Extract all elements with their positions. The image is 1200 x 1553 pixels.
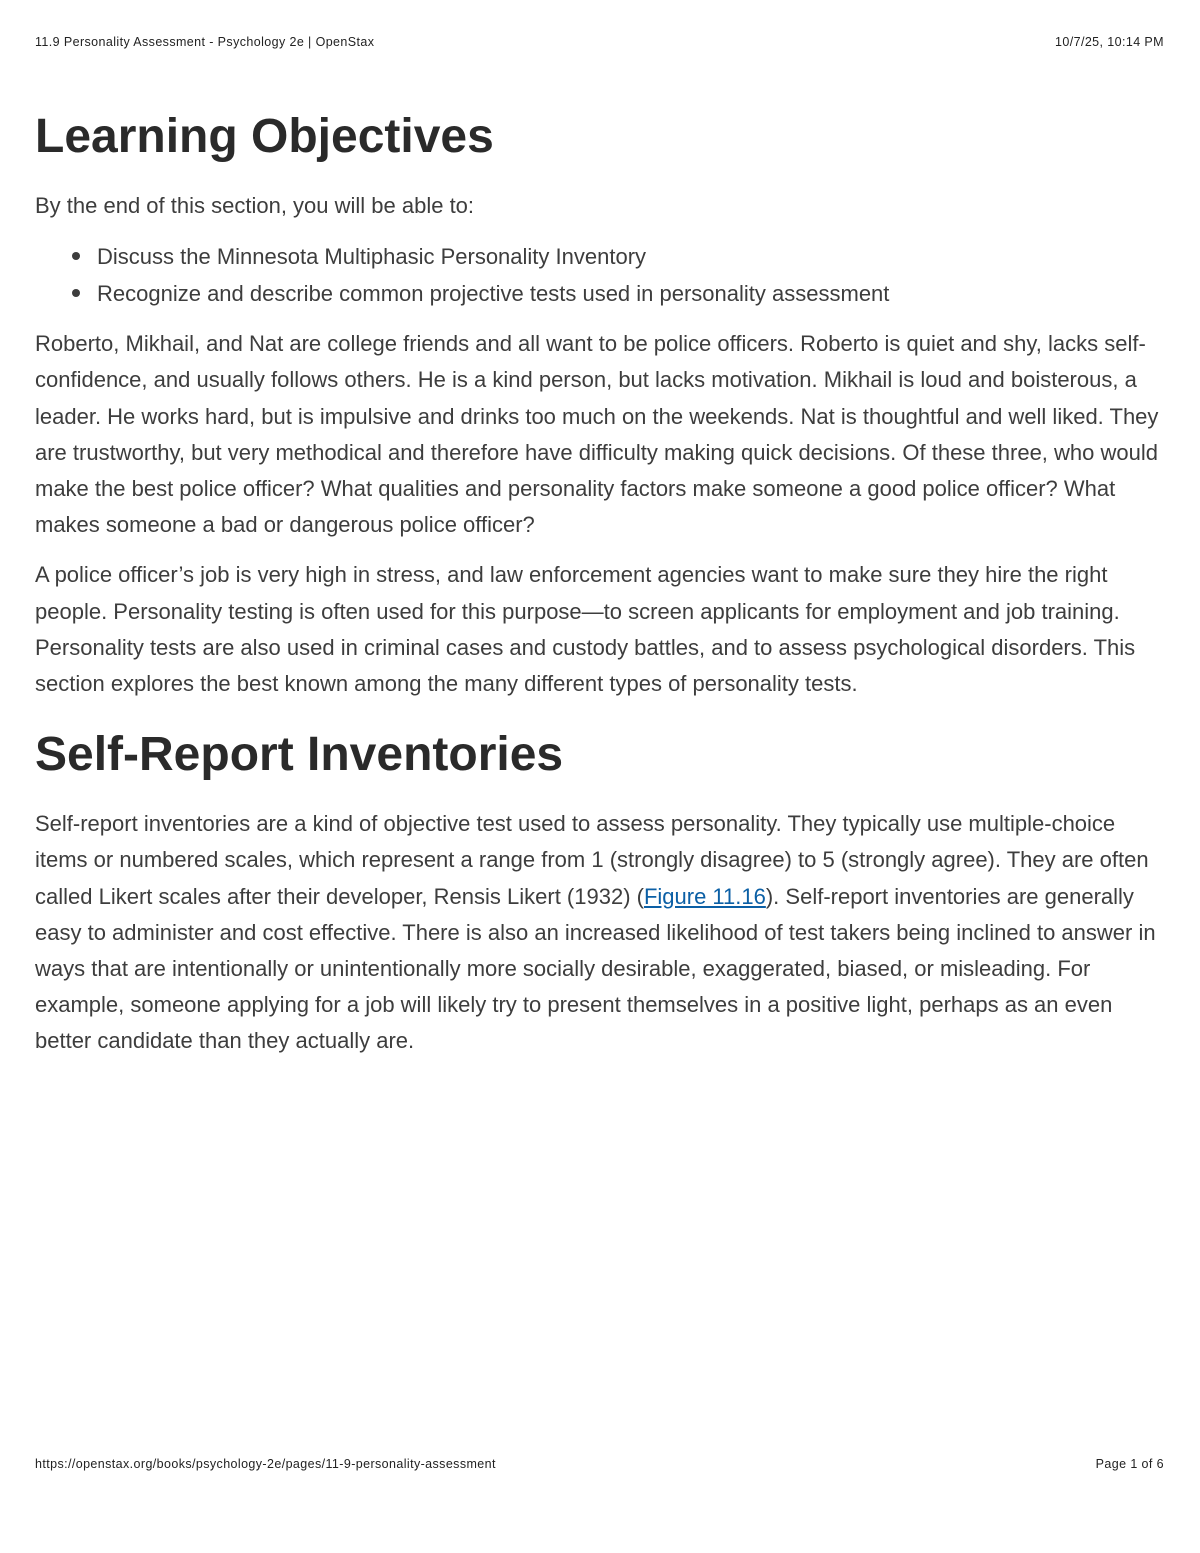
scenario-paragraph: Roberto, Mikhail, and Nat are college friends and all want to be police officers. Roberto is quiet and shy, lacks self-confidence, and usually follows others. He is a kind person, but lacks motivation. Mikhail is loud and boisterous, a leader. He works hard, but is impulsive and drinks too much on the weekends. Nat is thoughtful and well liked. They are trustworthy, but very methodical and therefore have difficulty making quick decisions. Of these three, who would make the best police officer? What qualities and personality factors make someone a good police officer? What makes someone a bad or dangerous police officer? <box>35 331 1159 538</box>
print-header <box>35 35 1164 49</box>
print-footer-url: https://openstax.org/books/psychology-2e/pages/11-9-personality-assessment <box>35 1457 496 1471</box>
self-report-heading: Self-Report Inventories <box>35 728 564 782</box>
bullet-icon <box>72 252 80 260</box>
list-item <box>35 275 1165 312</box>
self-report-paragraph <box>35 806 1165 1059</box>
page-content <box>35 108 1165 1074</box>
objective-text: Discuss the Minnesota Multiphasic Personality Inventory <box>97 244 647 270</box>
objectives-list <box>35 238 1165 312</box>
print-footer <box>35 1457 1164 1471</box>
learning-objectives-heading: Learning Objectives <box>35 110 494 163</box>
list-item <box>35 238 1165 275</box>
police-officer-paragraph: A police officer’s job is very high in stress, and law enforcement agencies want to make sure they hire the right people. Personality testing is often used for this purpose—to screen applicants for employment and job training. Personality tests are also used in criminal cases and custody battles, and to assess psychological disorders. This section explores the best known among the many different types of personality tests. <box>35 562 1136 697</box>
learning-objectives-section <box>35 108 1165 312</box>
print-footer-page-number: Page 1 of 6 <box>1095 1457 1164 1471</box>
print-header-title: 11.9 Personality Assessment - Psychology 2e | OpenStax <box>35 35 375 49</box>
self-report-section <box>35 726 1165 1059</box>
bullet-icon <box>72 289 80 297</box>
objective-text: Recognize and describe common projective tests used in personality assessment <box>97 281 890 307</box>
figure-link[interactable]: Figure 11.16 <box>643 883 766 909</box>
objectives-intro: By the end of this section, you will be able to: <box>35 193 475 218</box>
self-report-text-after: ). Self-report inventories are generally easy to administer and cost effective. There is also an increased likelihood of test takers being inclined to answer in ways that are intentionally or unintentionally more socially desirable, exaggerated, biased, or misleading. For example, someone applying for a job will likely try to present themselves in a positive light, perhaps as an even better candidate than they actually are. <box>35 883 1156 1054</box>
print-header-timestamp: 10/7/25, 10:14 PM <box>1055 35 1164 49</box>
self-report-text-before: Self-report inventories are a kind of objective test used to assess personality. They typically use multiple-choice items or numbered scales, which represent a range from 1 (strongly disagree) to 5 (strongly agree). They are often called Likert scales after their developer, Rensis Likert (1932) ( <box>35 811 1149 909</box>
